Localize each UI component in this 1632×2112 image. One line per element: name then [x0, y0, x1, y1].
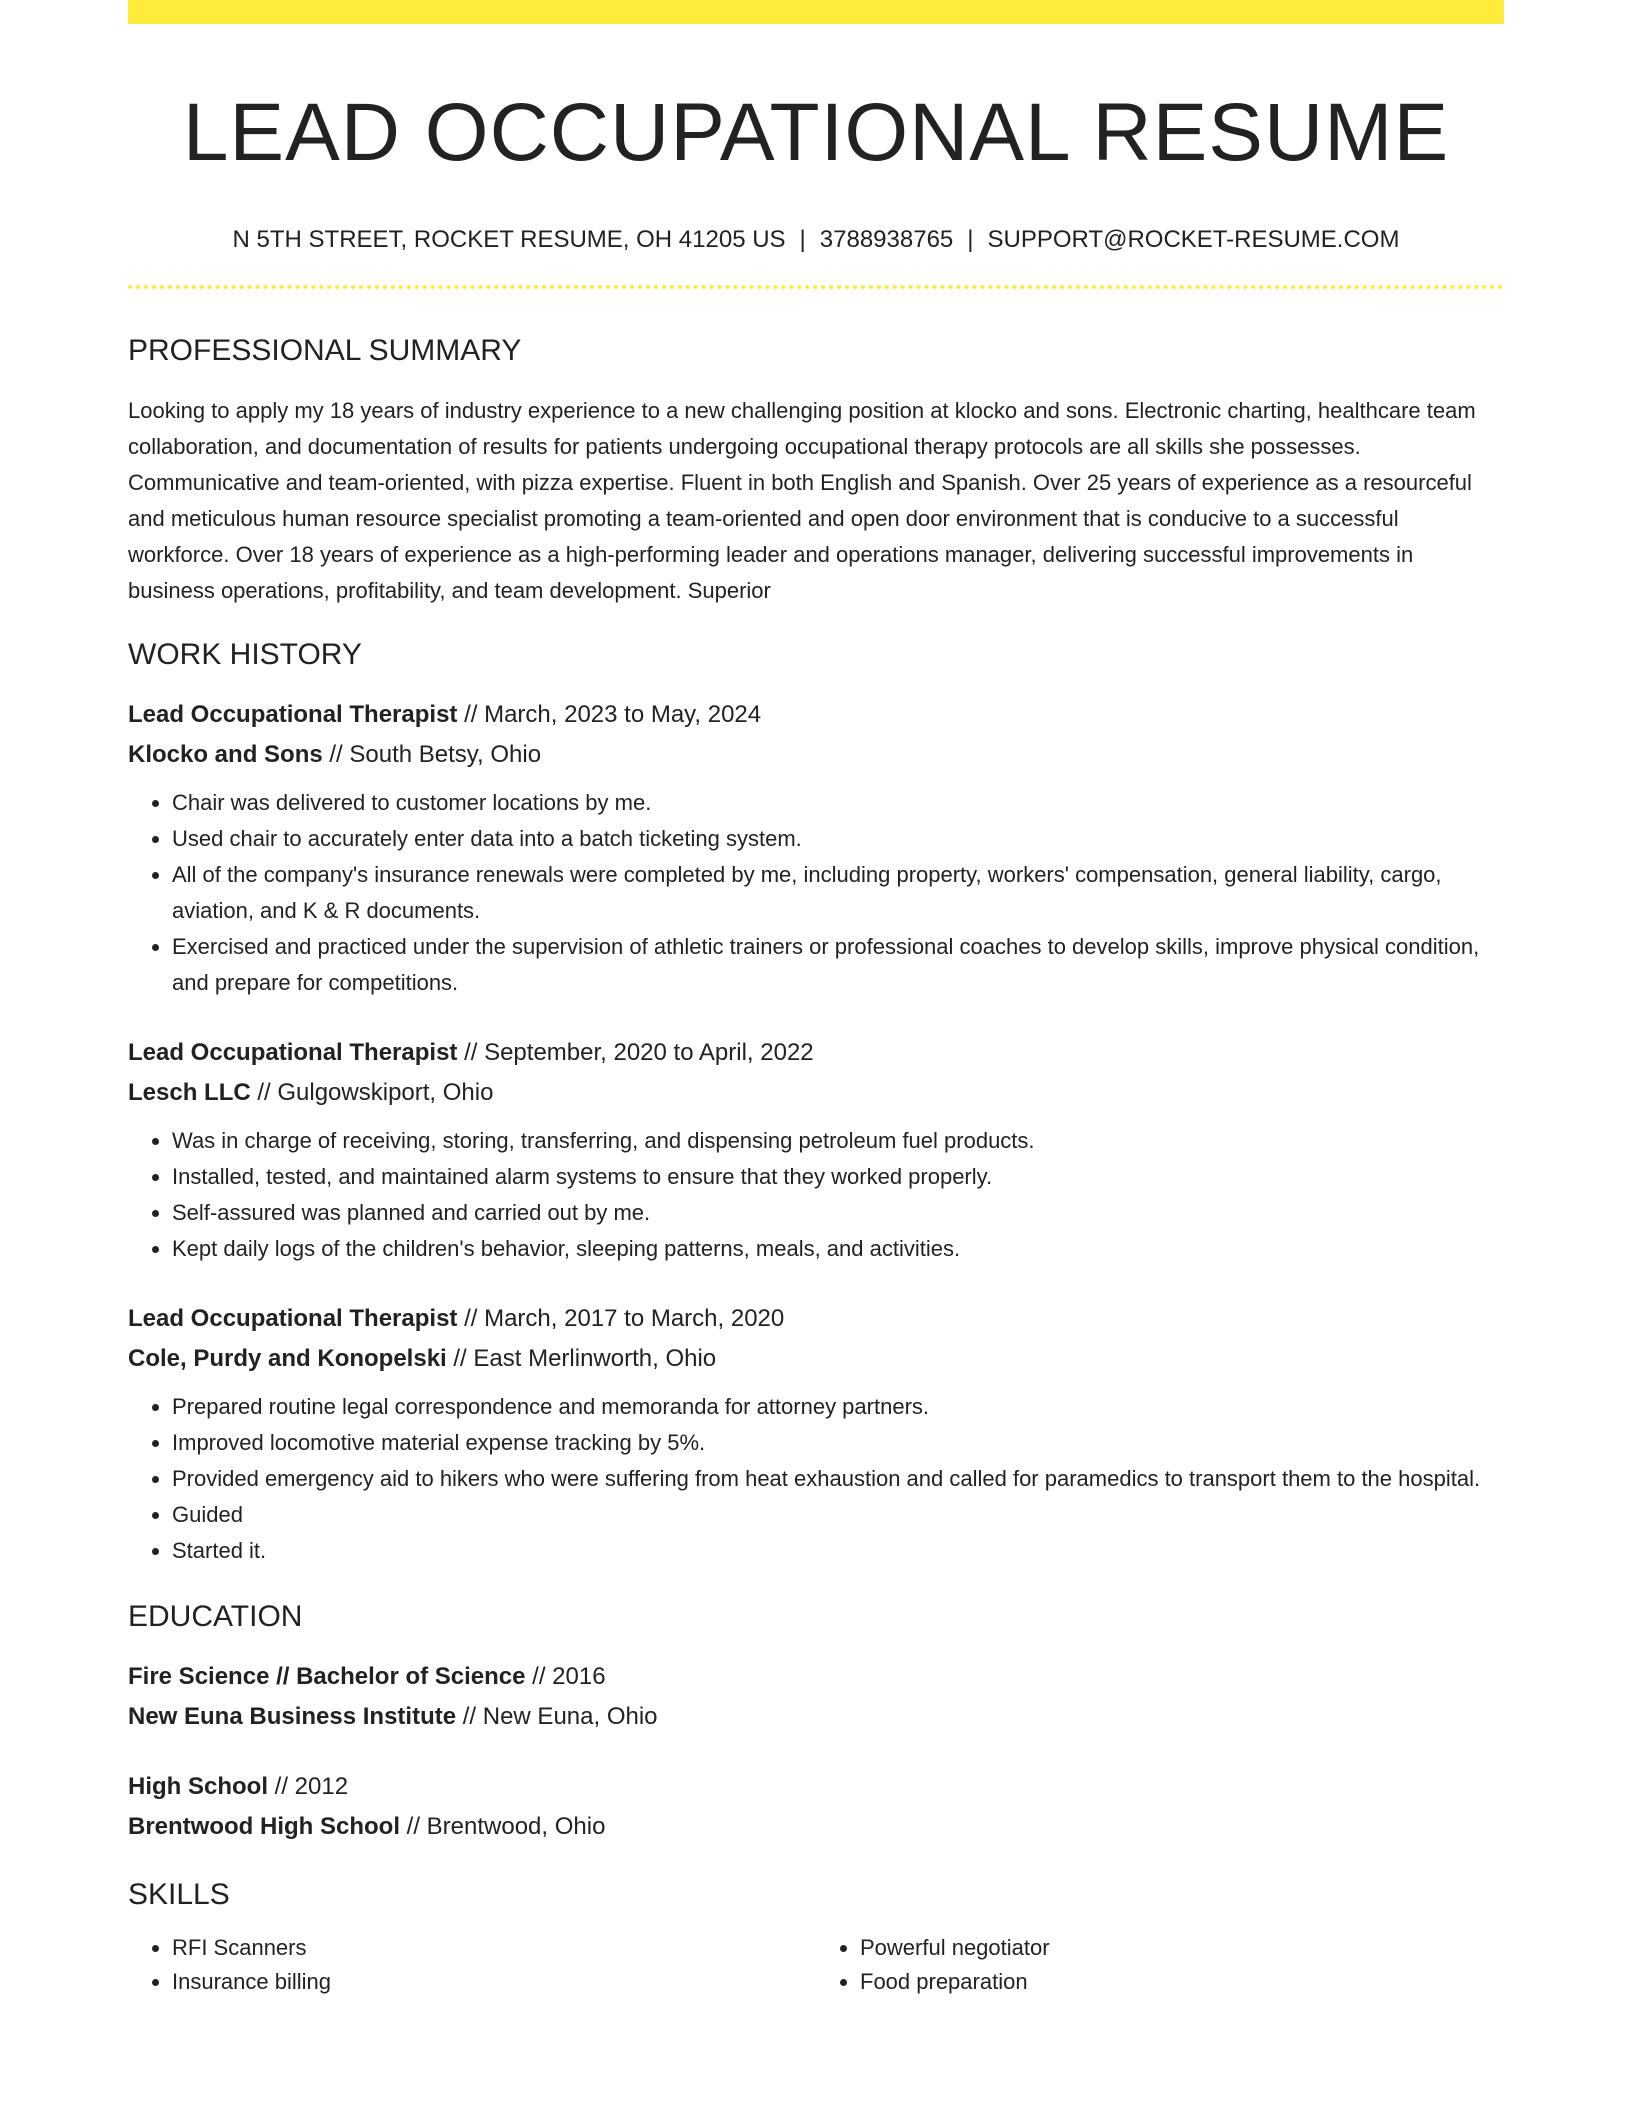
skills-column-left: [128, 1931, 816, 1999]
job-bullet-list: [128, 1123, 1504, 1267]
job-company: Cole, Purdy and Konopelski: [128, 1345, 447, 1373]
job-company-line: [128, 735, 1504, 775]
job-bullet-list: [128, 785, 1504, 1001]
job-bullet: • Exercised and practiced under the supervision of athletic trainers or professional coaches to develop skills, improve physical condition, and prepare for competitions.: [172, 929, 1504, 1001]
skill-item: • Powerful negotiator: [860, 1931, 1504, 1965]
job-bullet: • Improved locomotive material expense tracking by 5%.: [172, 1425, 1504, 1461]
job-company-line: [128, 1339, 1504, 1379]
job-title-line: [128, 1033, 1504, 1073]
job-bullet: • Prepared routine legal correspondence and memoranda for attorney partners.: [172, 1389, 1504, 1425]
job-bullet: • Kept daily logs of the children's behavior, sleeping patterns, meals, and activities.: [172, 1231, 1504, 1267]
job-company-line: [128, 1073, 1504, 1113]
skill-item: • Food preparation: [860, 1965, 1504, 1999]
education-degree-line: [128, 1657, 1504, 1697]
education-year: // 2012: [268, 1773, 349, 1801]
education-degree: Fire Science // Bachelor of Science: [128, 1663, 526, 1691]
education-degree-line: [128, 1767, 1504, 1807]
job-title-line: [128, 695, 1504, 735]
contact-email: SUPPORT@ROCKET-RESUME.COM: [987, 226, 1400, 254]
skills-column-right: [816, 1931, 1504, 1999]
job-company: Klocko and Sons: [128, 741, 323, 769]
contact-line: [128, 226, 1504, 255]
job-dates: // September, 2020 to April, 2022: [457, 1039, 814, 1067]
education-year: // 2016: [525, 1663, 606, 1691]
education-school: New Euna Business Institute: [128, 1703, 457, 1731]
job-bullet: • Self-assured was planned and carried out by me.: [172, 1195, 1504, 1231]
resume-page: [128, 0, 1504, 1999]
job-bullet: • Started it.: [172, 1533, 1504, 1569]
education-school: Brentwood High School: [128, 1813, 400, 1841]
skill-item: • RFI Scanners: [172, 1931, 816, 1965]
accent-top-bar: [128, 0, 1504, 24]
education-entry: [128, 1657, 1504, 1737]
education-heading: EDUCATION: [128, 1600, 303, 1634]
job-bullet: • Chair was delivered to customer locations by me.: [172, 785, 1504, 821]
summary-heading: PROFESSIONAL SUMMARY: [128, 334, 522, 368]
education-entry: [128, 1767, 1504, 1847]
contact-separator: |: [967, 226, 974, 254]
job-title-line: [128, 1299, 1504, 1339]
dotted-divider: [128, 285, 1504, 289]
job-entry: [128, 1299, 1504, 1569]
summary-text: Looking to apply my 18 years of industry experience to a new challenging position at klocko and sons. Electronic charting, healthcare team collaboration, and documentation of results for patients undergoing occupational therapy protocols are all skills she possesses. Communicative and team-oriented, with pizza expertise. Fluent in both English and Spanish. Over 25 years of experience as a resourceful and meticulous human resource specialist promoting a team-oriented and open door environment that is conducive to a successful workforce. Over 18 years of experience as a high-performing leader and operations manager, delivering successful improvements in business operations, profitability, and team development. Superior: [128, 398, 1476, 604]
contact-address: N 5TH STREET, ROCKET RESUME, OH 41205 US: [232, 226, 786, 254]
education-location: // Brentwood, Ohio: [399, 1813, 606, 1841]
job-location: // South Betsy, Ohio: [322, 741, 542, 769]
job-location: // Gulgowskiport, Ohio: [250, 1079, 494, 1107]
education-school-line: [128, 1807, 1504, 1847]
job-entry: [128, 695, 1504, 1001]
job-bullet: • Provided emergency aid to hikers who were suffering from heat exhaustion and called for paramedics to transport them to the hospital.: [172, 1461, 1504, 1497]
job-bullet: • All of the company's insurance renewals were completed by me, including property, workers' compensation, general liability, cargo, aviation, and K & R documents.: [172, 857, 1504, 929]
education-school-line: [128, 1697, 1504, 1737]
resume-title: LEAD OCCUPATIONAL RESUME: [182, 87, 1450, 178]
job-title: Lead Occupational Therapist: [128, 1039, 458, 1067]
job-title: Lead Occupational Therapist: [128, 1305, 458, 1333]
job-dates: // March, 2017 to March, 2020: [457, 1305, 785, 1333]
skills-heading: SKILLS: [128, 1878, 230, 1912]
education-degree: High School: [128, 1773, 268, 1801]
job-bullet: • Was in charge of receiving, storing, transferring, and dispensing petroleum fuel products.: [172, 1123, 1504, 1159]
skill-item: • Insurance billing: [172, 1965, 816, 1999]
job-bullet-list: [128, 1389, 1504, 1569]
job-title: Lead Occupational Therapist: [128, 701, 458, 729]
job-bullet: • Guided: [172, 1497, 1504, 1533]
job-location: // East Merlinworth, Ohio: [446, 1345, 717, 1373]
education-location: // New Euna, Ohio: [456, 1703, 658, 1731]
contact-phone: 3788938765: [819, 226, 954, 254]
skills-grid: [128, 1931, 1504, 1999]
job-bullet: • Used chair to accurately enter data into a batch ticketing system.: [172, 821, 1504, 857]
job-entry: [128, 1033, 1504, 1267]
job-company: Lesch LLC: [128, 1079, 251, 1107]
job-dates: // March, 2023 to May, 2024: [457, 701, 762, 729]
work-history-heading: WORK HISTORY: [128, 638, 362, 672]
job-bullet: • Installed, tested, and maintained alarm systems to ensure that they worked properly.: [172, 1159, 1504, 1195]
contact-separator: |: [799, 226, 806, 254]
